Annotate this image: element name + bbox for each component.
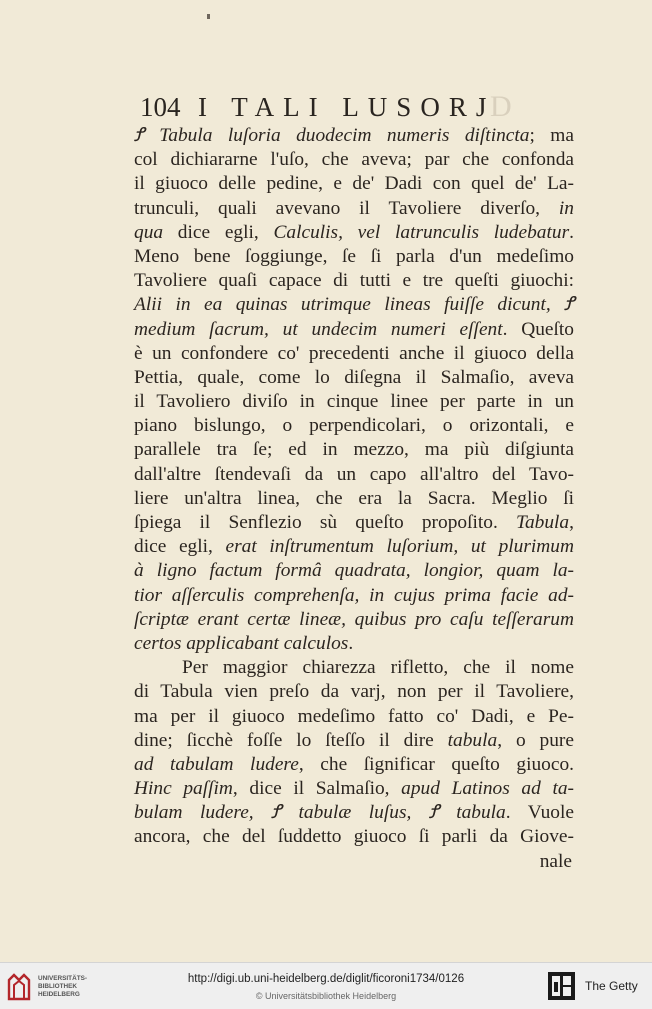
italic-text: à ligno factum formâ quadrata, longior, quam la- [134,560,574,582]
text-line [134,366,574,390]
roman-text: Per maggior chiarezza rifletto, che il nome [182,657,574,679]
text-line [134,584,574,608]
text-line [134,221,574,245]
roman-text: Meno bene ſoggiunge, ſe ſi parla d'un medeſimo [134,245,574,267]
copyright-notice: © Universitätsbibliothek Heidelberg [255,991,397,1001]
text-line [134,414,574,438]
text-line [134,197,574,221]
italic-text: Hinc paſſim [134,778,233,800]
text-line [134,148,574,172]
text-line [134,535,574,559]
roman-text: , che ſignificar queſto giuoco. [298,753,574,775]
text-line [134,390,574,414]
text-line [134,124,574,148]
roman-text: il Tavoliero diviſo in cinque linee per parte in un [134,391,574,413]
roman-text: nale [539,850,572,872]
roman-text: dice egli, [134,536,226,558]
text-line [134,729,574,753]
text-line [134,293,574,317]
roman-text: , dice il Salmaſio, [232,778,402,800]
page-number: 104 [140,92,181,122]
italic-text: tabula [447,729,498,751]
italic-text: Ꝭ Tabula luſoria duodecim numeris diſtincta [134,125,530,146]
roman-text: è un confondere co' precedenti anche il giuoco della [134,342,574,364]
italic-text: certos applicabant calculos [134,632,349,654]
italic-text: qua [134,221,164,243]
roman-text: dall'altre ſtendevaſi da un capo all'altro del Tavo- [134,463,574,485]
text-line [134,269,574,293]
roman-text: dice egli, [163,221,274,243]
running-head [140,88,580,122]
library-name-line: HEIDELBERG [38,991,80,998]
text-line [134,318,574,342]
text-line [134,753,574,777]
text-line [134,850,574,874]
roman-text: piano bislungo, o perpendicolari, o orizontali, e [134,415,574,437]
roman-text: col dichiararne l'uſo, che aveva; par che confonda [134,149,574,171]
roman-text: dine; ſicchè foſſe lo ſteſſo il dire [134,729,448,751]
text-line [134,680,574,704]
getty-logo-icon[interactable] [548,972,575,1000]
italic-text: tior aſſerculis comprehenſa, in cujus prima facie ad- [134,584,574,606]
text-line [134,559,574,583]
text-line [134,245,574,269]
roman-text: Tavoliere quaſi capace di tutti e tre queſti giuochi: [134,270,574,292]
text-line [134,632,574,656]
italic-text: apud Latinos ad ta- [401,778,574,800]
library-name-line: BIBLIOTHEK [38,983,78,990]
italic-text: ad tabulam ludere [134,753,299,775]
text-line [134,825,574,849]
roman-text: di Tabula vien preſo da varj, non per il Tavoliere, [134,681,574,703]
roman-text: . [348,632,354,654]
permalink-url[interactable]: http://digi.ub.uni-heidelberg.de/diglit/ficoroni1734/0126 [187,973,465,985]
roman-text: . Vuole [505,802,574,824]
italic-text: Tabula [515,512,570,533]
roman-text: ancora, che del ſuddetto giuoco ſi parli da Giove- [134,826,574,848]
roman-text: parallele tra ſe; ed in mezzo, ma più diſgiunta [134,439,574,461]
roman-text: , o pure [497,729,574,751]
text-line [134,438,574,462]
getty-label: The Getty [585,979,638,993]
roman-text: ; ma [529,125,574,146]
roman-text: il giuoco delle pedine, e de' Dadi con quel de' La- [134,173,574,195]
text-line [134,801,574,825]
text-line [134,608,574,632]
italic-text: Alii in ea quinas utrimque lineas fuiſſe dicunt, Ꝭ [134,294,574,316]
italic-text: bulam ludere, Ꝭ tabulæ luſus, Ꝭ tabula [134,802,506,824]
italic-text: Calculis, vel latrunculis ludebatur [273,221,570,243]
roman-text: , [569,512,574,533]
roman-text: Pettia, quale, come lo diſegna il Salmaſio, aveva [134,366,574,388]
text-line [134,172,574,196]
bleed-through-text: D [490,90,520,123]
text-line [134,777,574,801]
text-line [134,705,574,729]
body-text [134,124,574,874]
text-line [134,342,574,366]
viewer-footer [0,962,652,1009]
running-title: I TALI LUSORJ [198,92,496,122]
text-line [134,656,574,680]
roman-text: liere un'altra linea, che era la Sacra. Meglio ſi [134,487,574,509]
text-line [134,463,574,487]
italic-text: erat inſtrumentum luſorium, ut plurimum [225,536,574,558]
italic-text: in [558,197,574,219]
italic-text: ſcriptæ erant certæ lineæ, quibus pro caſu teſſerarum [134,608,574,630]
page-speck [207,14,210,19]
roman-text: trunculi, quali avevano il Tavoliere diverſo, [134,197,559,219]
roman-text: ſpiega il Senflezio sù queſto propoſito. [134,512,516,533]
library-name-line: UNIVERSITÄTS- [38,975,87,982]
roman-text: . Queſto [502,318,574,340]
text-line [134,511,574,535]
italic-text: medium ſacrum, ut undecim numeri eſſent [134,318,503,340]
text-line [134,487,574,511]
roman-text: . [569,221,574,243]
roman-text: ma per il giuoco medeſimo fatto co' Dadi, e Pe- [134,705,574,727]
